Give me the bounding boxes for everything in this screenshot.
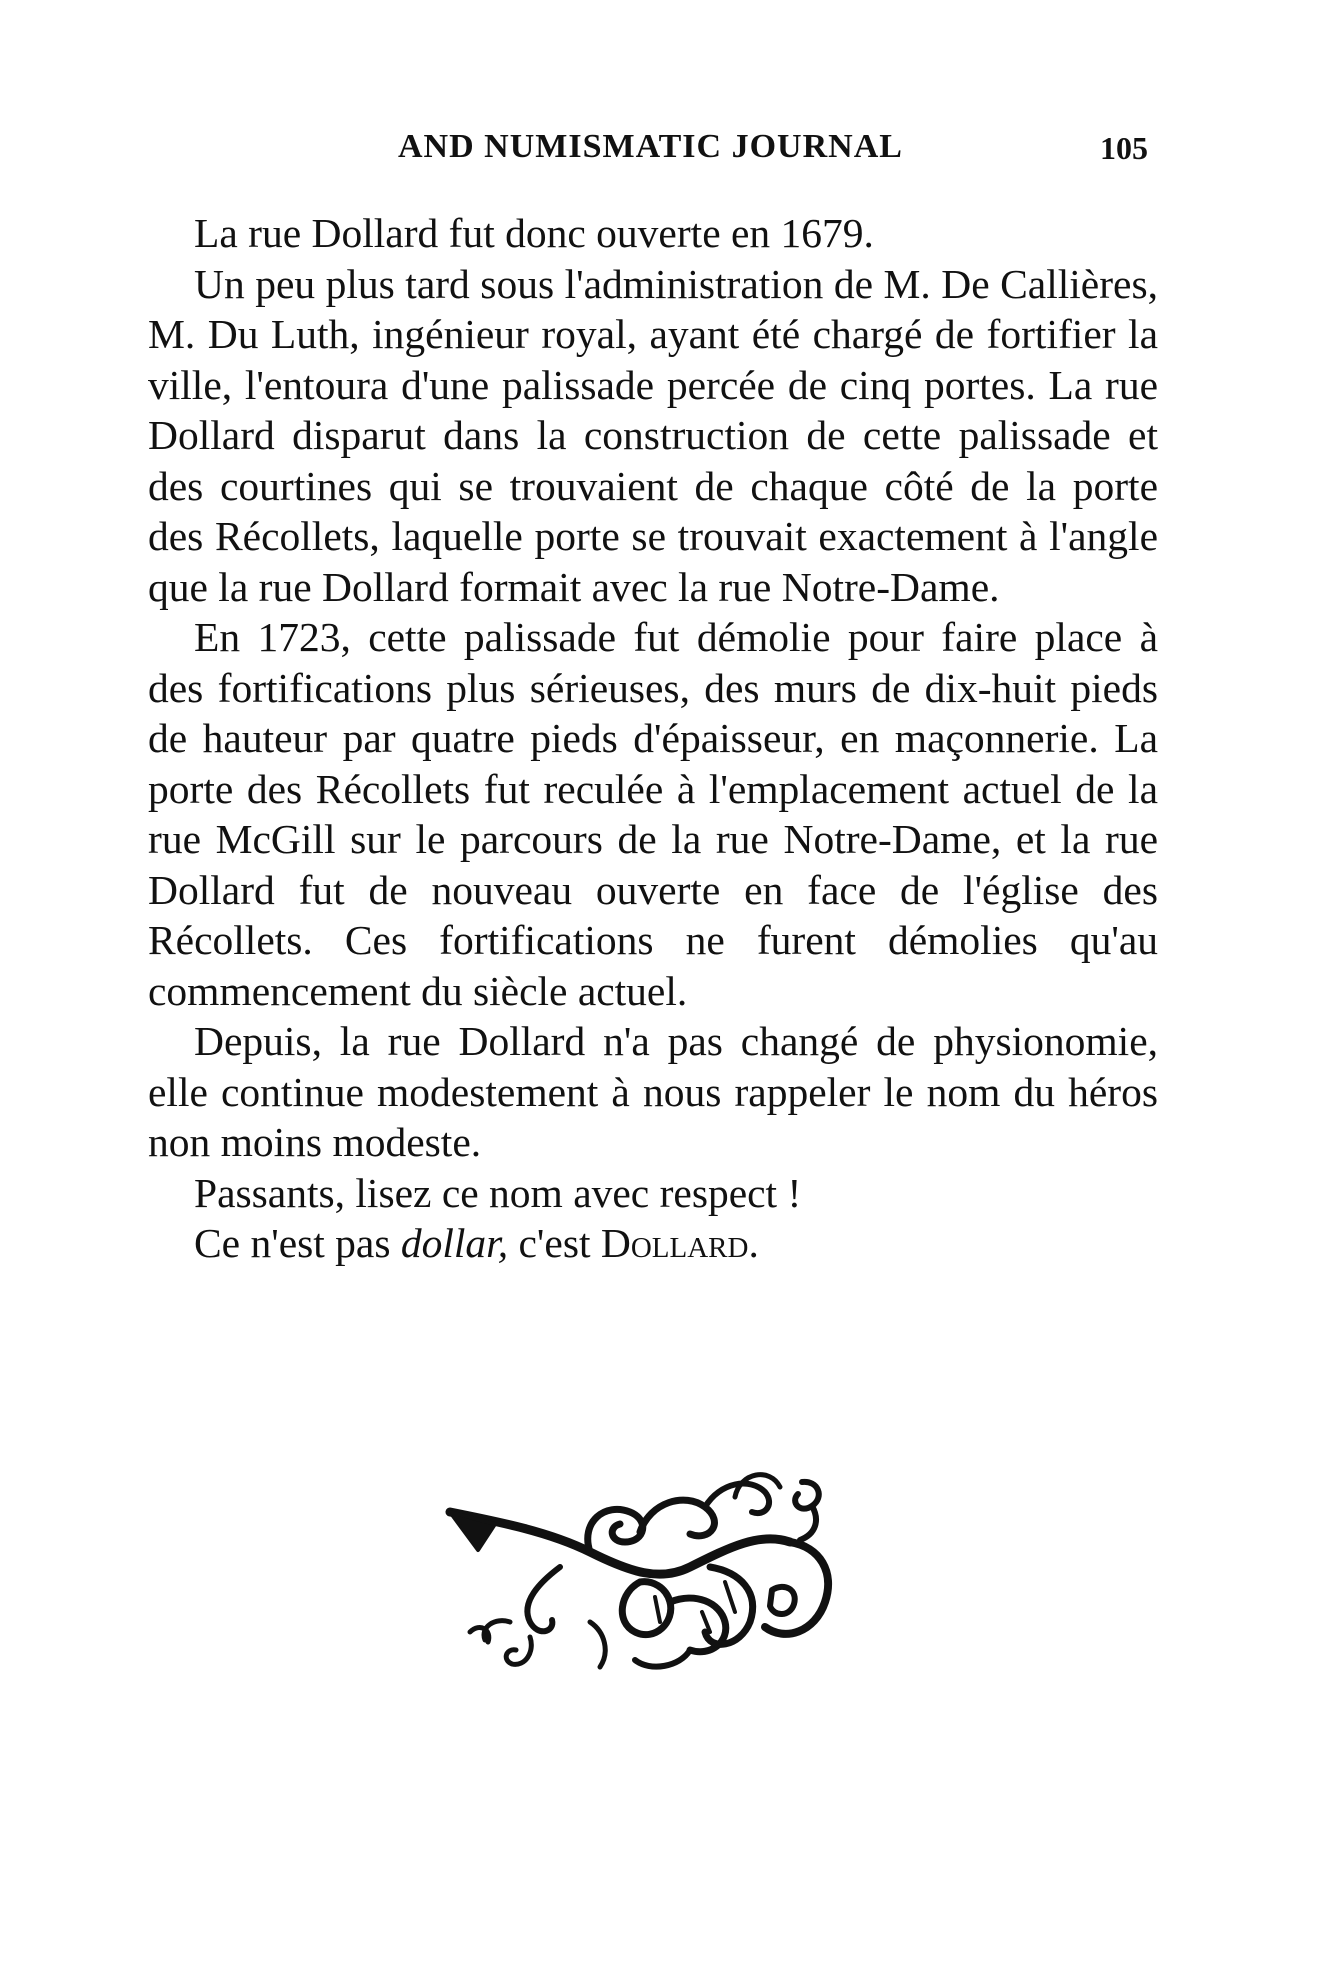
closing-line-2-prefix: Ce n'est pas: [194, 1220, 401, 1266]
running-head: [148, 128, 1148, 178]
floral-fleuron-icon: [440, 1472, 880, 1682]
paragraph-3: En 1723, cette palissade fut démolie pour faire place à des fortifications plus sérieuses, des murs de dix-huit pieds de hauteur par quatre pieds d'épaisseur, en maçonnerie. La porte des Récollets fut reculée à l'emplacement actuel de la rue McGill sur le parcours de la rue Notre-Dame, et la rue Dollard fut de nouveau ouverte en face de l'église des Récollets. Ces fortifications ne furent démolies qu'au commencement du siècle actuel.: [148, 614, 1158, 1014]
closing-italic-word: dollar,: [400, 1220, 509, 1266]
closing-line-1: Passants, lisez ce nom avec respect !: [194, 1169, 802, 1216]
closing-smallcaps-word: Dollard: [600, 1220, 749, 1266]
paragraph-1: La rue Dollard fut donc ouverte en 1679.: [194, 210, 874, 256]
closing-line-2-suffix: .: [748, 1220, 759, 1266]
running-title: AND NUMISMATIC JOURNAL: [398, 128, 903, 165]
closing-line-2-middle: c'est: [508, 1220, 601, 1266]
body-text: [148, 208, 1158, 1269]
page-number: 105: [1100, 130, 1148, 166]
closing-line-2: [148, 1218, 1158, 1269]
paragraph-4: Depuis, la rue Dollard n'a pas changé de physionomie, elle continue modestement à nous rappeler le nom du héros non moins modeste.: [148, 1018, 1158, 1165]
paragraph-2: Un peu plus tard sous l'administration de M. De Callières, M. Du Luth, ingénieur royal, ayant été chargé de fortifier la ville, l'entoura d'une palissade percée de cinq portes. La rue Dollard disparut dans la construction de cette palissade et des courtines qui se trouvaient de chaque côté de la porte des Récollets, laquelle porte se trouvait exactement à l'angle que la rue Dollard formait avec la rue Notre-Dame.: [148, 260, 1158, 610]
